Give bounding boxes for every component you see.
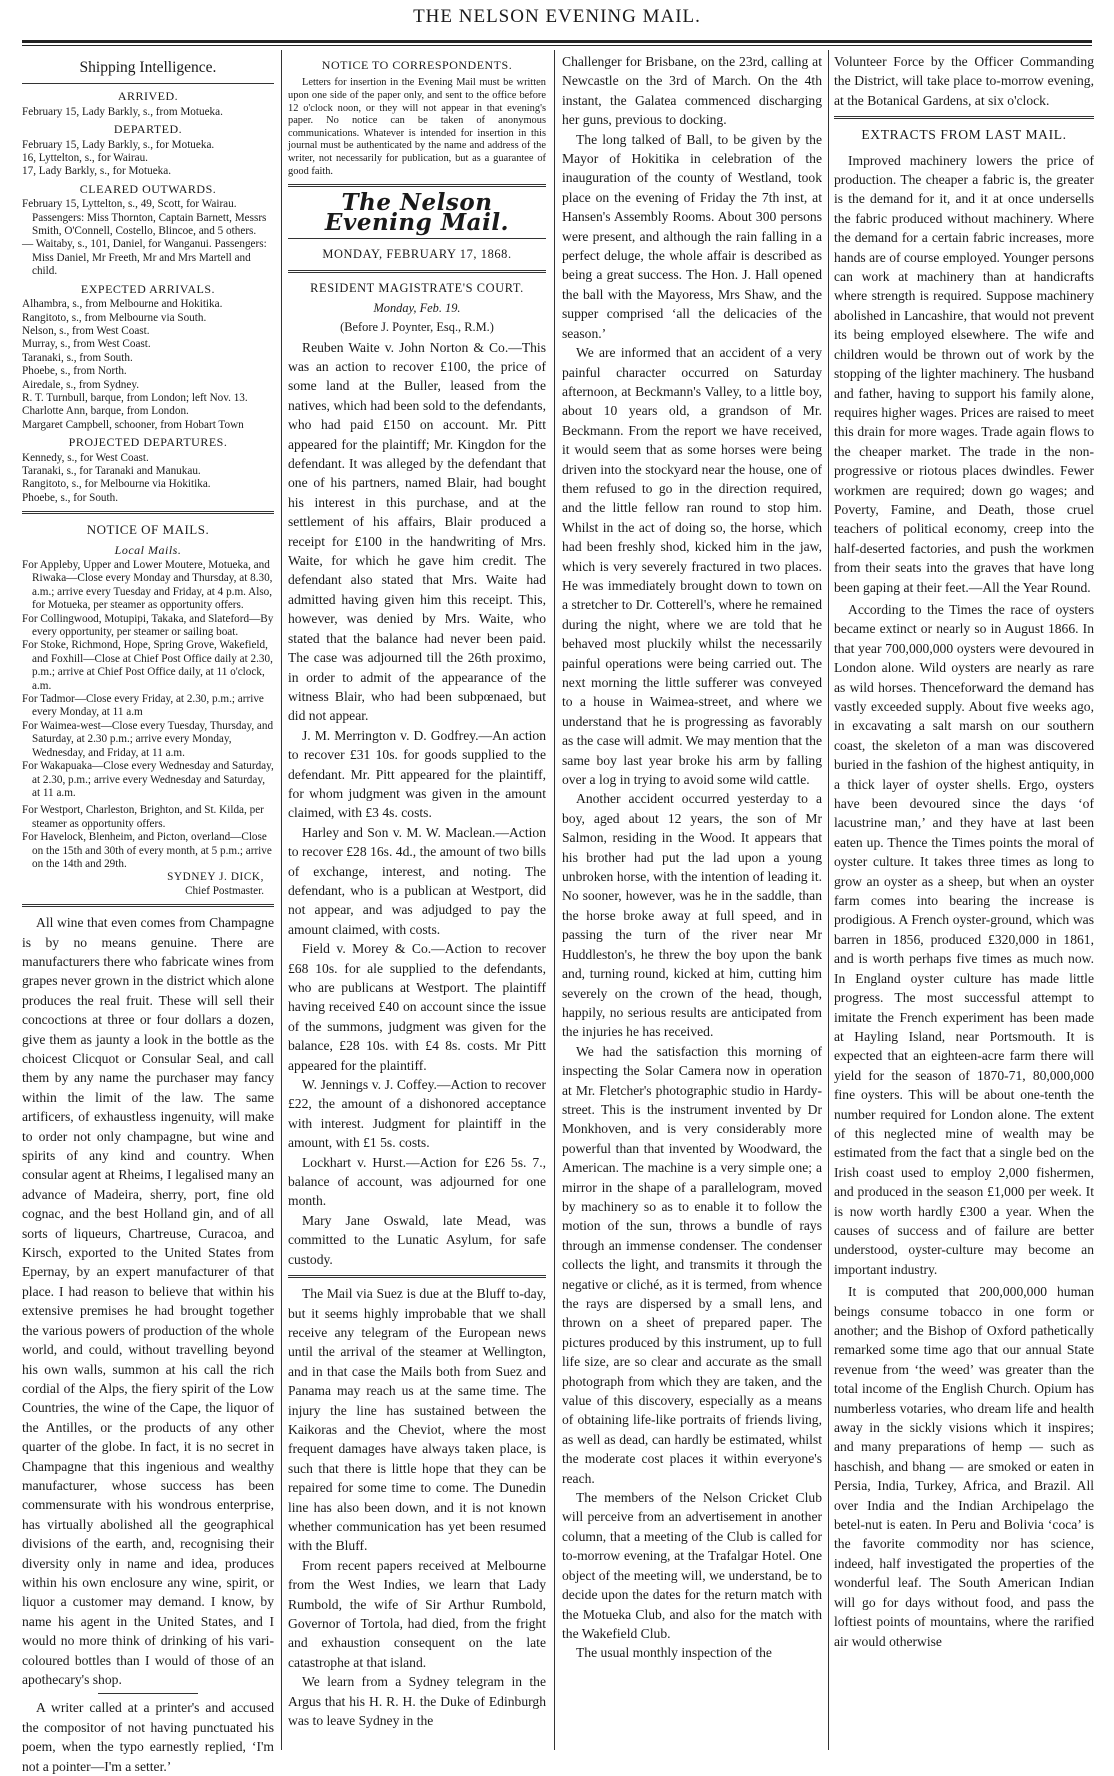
- court-case: Field v. Morey & Co.—Action to recover £68 10s. for ale supplied to the defendants, who are publicans at Westport. The plaintiff having received £40 on account since the issue of the summons, judgment was given for the balance, £28 10s. with £4 8s. costs. Mr Pitt appeared for the plaintiff.: [288, 941, 546, 1073]
- court-date: Monday, Feb. 19.: [373, 300, 461, 315]
- departed-heading: DEPARTED.: [113, 122, 183, 137]
- news-paragraph: The Mail via Suez is due at the Bluff to-day, but it seems highly improbable that we shall receive any telegram of the European news until the arrival of the steamer at Wellington, and in that case the Mails both from Suez and Panama may reach us at the same time. The injury the line has sustained between the Kaikoras and the Cheviot, where the most frequent damages have always taken place, is such that there is little hope that they can be repaired for some time to come. The Dunedin line has also been down, and it is not known whether communication has yet been resumed with the Bluff.: [288, 1286, 546, 1554]
- divider: [22, 511, 274, 514]
- projected-entry: Phoebe, s., for South.: [22, 491, 119, 504]
- mails-title: NOTICE OF MAILS.: [86, 522, 210, 538]
- arrived-entry: February 15, Lady Barkly, s., from Motueka.: [22, 105, 223, 118]
- cleared-entry: February 15, Lyttelton, s., 49, Scott, for Wairau. Passengers: Miss Thornton, Captain Barnett, Messrs Smith, O'Connell, Costello, Blincoe, and 5 others.: [22, 198, 267, 238]
- expected-entry: Murray, s., from West Coast.: [22, 338, 151, 351]
- court-case: Harley and Son v. M. W. Maclean.—Action to recover £28 16s. 4d., the amount of two bills of exchange, interest, and noting. The defendant, who is a publican at Westport, did not appear, and was adjudged to pay the amount claimed, with costs.: [288, 824, 546, 937]
- divider: [288, 270, 546, 273]
- court-case: Reuben Waite v. John Norton & Co.—This was an action to recover £100, the price of some land at the Buller, leased from the natives, which had been sold to the defendants, who had paid £150 on account. Mr. Pitt appeared for the plaintiff; Mr. Kingdon for the defendant. It was alleged by the defendant that one of his partners, named Blair, had bought his interest in this purchase, and at the settlement of his affairs, Blair produced a receipt for £100 in the handwriting of Mrs. Waite, for which he gave him credit. The defendant also stated that Mrs. Waite had admitted having given him this receipt. This, however, was denied by Mrs. Waite, who stated that the balance had never been paid. The case was adjourned till the 26th proximo, in order to admit of the appearance of the witness Blair, who had been subpœnaed, but did not appear.: [288, 339, 546, 724]
- masthead: THE NELSON EVENING MAIL.: [413, 6, 701, 27]
- divider: [22, 904, 274, 907]
- shipping-section: [22, 90, 274, 505]
- projected-entry: Taranaki, s., for Taranaki and Manukau.: [22, 464, 201, 477]
- expected-entry: Phoebe, s., from North.: [22, 365, 127, 378]
- shipping-title: Shipping Intelligence.: [79, 59, 217, 76]
- court-case: W. Jennings v. J. Coffey.—Action to recover £22, the amount of a dishonored acceptance with interest. Judgment for plaintiff in the amount, with £1 5s. costs.: [288, 1077, 546, 1151]
- news-paragraph: We learn from a Sydney telegram in the Argus that his H. R. H. the Duke of Edinburgh was to leave Sydney in the: [288, 1674, 546, 1729]
- projected-entry: Kennedy, s., for West Coast.: [22, 451, 149, 464]
- mail-entry: For Wakapuaka—Close every Wednesday and Saturday, at 2.30, p.m.; arrive every Wednesday and Saturday, at 11 a.m.: [22, 760, 274, 799]
- printer-anecdote: A writer called at a printer's and accused the compositor of not having punctuated his poem, when the typo earnestly replied, ‘I'm not a pointer—I'm a setter.’: [22, 1700, 274, 1774]
- mail-entry: For Waimea-west—Close every Tuesday, Thursday, and Saturday, at 2.30 p.m.; arrive every Monday, Wednesday, and Friday, at 11 a.m.: [22, 719, 274, 759]
- date-line: MONDAY, FEBRUARY 17, 1868.: [322, 246, 512, 261]
- mail-entry: For Collingwood, Motupipi, Takaka, and Slateford—By every opportunity, per steamer or sailing boat.: [22, 612, 274, 639]
- court-before: (Before J. Poynter, Esq., R.M.): [340, 320, 494, 335]
- extracts-title: EXTRACTS FROM LAST MAIL.: [861, 127, 1067, 143]
- mails-subtitle: Local Mails.: [114, 542, 182, 557]
- departed-entry: 16, Lyttelton, s., for Wairau.: [22, 152, 148, 165]
- divider: [834, 116, 1094, 119]
- divider: [288, 238, 546, 239]
- extract-paragraph: According to the Times the race of oysters became extinct or nearly so in August 1866. In that year 700,000,000 oysters were devoured in London alone. Wild oysters are nearly as rare as wild horses. Thenceforward the demand has vastly exceeded supply. About five weeks ago, in excavating a salt marsh on our southern coast, the skeleton of a man was discovered buried in the fashion of the highest antiquity, in a thick layer of oyster shells. Ergo, oysters have been devoured since the days ‘of lacustrine man,’ and they have at last been eaten up. Thence the Times points the moral of oyster culture. It takes three times as long to grow an oyster as a sheep, but when an oyster farm comes into bearing the increase is prodigious. A French oyster-ground, which was barren in 1856, produced £320,000 in 1861, and is worth perhaps five times as much now. In England oyster culture has made little progress. The most successful attempt to imitate the French experiment has been made at Hayling Island, near Portsmouth. It is expected that an eighteen-acre farm there will yield for the season of 1870-71, 80,000,000 fine oysters. This will be about one-tenth the number required for London alone. The extent of this neglected mine of wealth may be estimated from the fact that a single bed on the Irish coast used to employ 2,000 fishermen, and produced in the season £1,000 per week. It is now worth hardly £300 a year. When the causes of success and of failure are better understood, oyster-culture may become an important industry.: [834, 601, 1094, 1277]
- expected-entry: Airedale, s., from Sydney.: [22, 378, 140, 391]
- news-paragraph: The members of the Nelson Cricket Club will perceive from an advertisement in another column, that a meeting of the Club is called for to-morrow evening, at the Trafalgar Hotel. One object of the meeting will, we understand, be to decide upon the dates for the return match with the Motueka Club, and also for the match with the Wakefield Club.: [562, 1490, 822, 1641]
- expected-heading: EXPECTED ARRIVALS.: [80, 281, 216, 296]
- expected-entry: Rangitoto, s., from Melbourne via South.: [22, 311, 207, 324]
- mail-entry: For Stoke, Richmond, Hope, Spring Grove, Wakefield, and Foxhill—Close at Chief Post Office daily at 2.30, p.m.; arrive at Chief Post Office daily, at 11 o'clock, a.m.: [22, 639, 273, 692]
- column-4: [834, 52, 1094, 1752]
- postmaster-name: SYDNEY J. DICK,: [167, 871, 264, 884]
- mail-entry: For Westport, Charleston, Brighton, and St. Kilda, per steamer as opportunity offers.: [22, 804, 264, 830]
- mails-section: [22, 559, 274, 898]
- postmaster-title: Chief Postmaster.: [185, 884, 264, 897]
- cleared-entry: — Waitaby, s., 101, Daniel, for Wanganui. Passengers: Miss Daniel, Mr Freeth, Mr and Mrs Martell and child.: [22, 238, 267, 278]
- expected-entry: R. T. Turnbull, barque, from London; left Nov. 13.: [22, 391, 248, 404]
- notice-text: Letters for insertion in the Evening Mail must be written upon one side of the paper only, and sent to the office before 12 o'clock noon, or they will not appear in that evening's paper. No notice can be taken of anonymous communications. Whatever is intended for insertion in this journal must be authenticated by the name and address of the writer, not necessarily for publication, but as a guarantee of good faith.: [288, 77, 546, 177]
- expected-entry: Margaret Campbell, schooner, from Hobart Town: [22, 418, 244, 431]
- news-paragraph: Another accident occurred yesterday to a boy, aged about 12 years, the son of Mr Salmon, residing in the Wood. It appears that his brother had put the lad upon a young unbroken horse, with the intention of leading it. No sooner, however, was he in the saddle, than the horse broke away at full speed, and in passing the turn of the river near Mr Huddleston's, he threw the boy upon the bank and, turning round, kicked at him, cutting him severely on the crown of the head, though, happily, no serious results are anticipated from the injuries he has received.: [562, 791, 822, 1040]
- divider: [98, 1693, 199, 1694]
- projected-entry: Rangitoto, s., for Melbourne via Hokitika.: [22, 478, 211, 491]
- notice-title: NOTICE TO CORRESPONDENTS.: [321, 58, 513, 72]
- extract-paragraph: It is computed that 200,000,000 human beings consume tobacco in one form or another; and the Bishop of Oxford pathetically remarked some time ago that our annual State revenue from ‘the weed’ was greater than the total income of the English Church. Opium has numberless votaries, who dream life and health away in the sickly visions which it inspires; and many preparations of hemp — such as haschish, and bhang — are smoked or eaten in Persia, India, Turkey, Africa, and Brazil. All over India and the Indian Archipelago the betel-nut is eaten. In Peru and Bolivia ‘coca’ is the favorite commodity nor has science, indeed, half investigated the properties of the wonderful leaf. The South American Indian will go for days without food, and pass the loftiest points of mountains, where the rarified air would otherwise: [834, 1284, 1094, 1649]
- projected-heading: PROJECTED DEPARTURES.: [68, 435, 228, 450]
- paper-title: The Nelson Evening Mail.: [324, 189, 510, 236]
- news-paragraph: Challenger for Brisbane, on the 23rd, calling at Newcastle on the 3rd of March. On the 4th instant, the Galatea commenced discharging her guns, previous to docking.: [562, 54, 822, 128]
- column-divider: [554, 50, 555, 1750]
- departed-entry: 17, Lady Barkly, s., for Motueka.: [22, 165, 172, 178]
- expected-entry: Alhambra, s., from Melbourne and Hokitika.: [22, 298, 223, 311]
- mail-entry: For Tadmor—Close every Friday, at 2.30, p.m.; arrive every Monday, at 11 a.m: [22, 693, 264, 719]
- column-3: [562, 52, 822, 1752]
- column-1: [22, 52, 274, 1774]
- expected-entry: Taranaki, s., from South.: [22, 351, 133, 364]
- column-divider: [828, 50, 829, 1750]
- mail-entry: For Appleby, Upper and Lower Moutere, Motueka, and Riwaka—Close every Monday and Thursday, at 8.30, a.m.; arrive every Tuesday and Friday, at 4 p.m. Also, for Motueka, per steamer as opportunity offers.: [22, 559, 273, 612]
- column-divider: [281, 50, 282, 1750]
- departed-entry: February 15, Lady Barkly, s., for Motueka.: [22, 138, 215, 151]
- court-title: RESIDENT MAGISTRATE'S COURT.: [310, 281, 524, 296]
- cleared-heading: CLEARED OUTWARDS.: [79, 181, 217, 196]
- news-paragraph: The long talked of Ball, to be given by the Mayor of Hokitika in celebration of the inauguration of the county of Westland, took place on the evening of Friday the 7th inst, at Hansen's Assembly Rooms. About 300 persons were present, and although the rain falling in a perfect deluge, the whole affair is described as being a great success. The Hon. J. Hall opened the ball with the Mayoress, Mrs Shaw, and the supper comprised ‘all the delicacies of the season.’: [562, 131, 822, 341]
- divider: [22, 83, 274, 84]
- mail-entry: For Havelock, Blenheim, and Picton, overland—Close on the 15th and 30th of every month, at 5 p.m.; arrive on the 14th and 29th.: [22, 831, 272, 870]
- masthead-rule: [22, 40, 1092, 46]
- expected-entry: Nelson, s., from West Coast.: [22, 324, 150, 337]
- divider: [288, 1275, 546, 1278]
- volunteer-notice: Volunteer Force by the Officer Commanding the District, will take place to-morrow evening, at the Botanical Gardens, at six o'clock.: [834, 54, 1094, 108]
- news-paragraph: We had the satisfaction this morning of inspecting the Solar Camera now in operation at Mr. Fletcher's photographic studio in Hardy-street. This is the instrument invented by Dr Monkhoven, and is very considerably more powerful than that invented by Woodward, the American. The machine is a very simple one; a mirror in the shape of a parallelogram, moved by machinery so as to enable it to follow the motion of the sun, throws a bundle of rays through an immense condenser. The condenser collects the light, and transmits it through the negative or cliché, as it is termed, from whence the rays are dispersed by a small lens, and thrown on a sheet of prepared paper. The pictures produced by this instrument, up to full life size, are so clear and accurate as the small photograph from which they are taken, and the value of this discovery, especially as a means of obtaining life-like portraits of friends living, as well as dead, can hardly be estimated, whilst the moderate cost places it within everyone's reach.: [562, 1043, 822, 1486]
- extract-paragraph: Improved machinery lowers the price of production. The cheaper a fabric is, the greater is the demand for it, and it at once undersells the fabric produced without machinery. Where the demand for a certain fabric increases, more hands are of course employed. Younger persons can work at machinery than at handicrafts where strength is required. Suppose machinery abolished in Lancashire, that would not prevent its being employed elsewhere. The wife and children would be thrown out of work by the stopping of the lighter machinery. The husband and father, having to support his family alone, requires higher wages. Prices are raised to meet this drain for more wages. Trade again flows to the cheaper market. The trade in the non-progressive or riotous places dwindles. Fewer workmen are required; down go wages; and Poverty, Famine, and Death, those cruel teachers of political economy, creep into the half-deserted factories, and push the workmen from their seats into the graves that have long been gaping at their feet.—All the Year Round.: [834, 152, 1094, 595]
- news-paragraph: The usual monthly inspection of the: [576, 1645, 772, 1661]
- wine-article: All wine that even comes from Champagne is by no means genuine. There are manufacturers there who fabricate wines from grapes never grown in the district which alone produces the real fruit. These will sell their concoctions at three or four dollars a dozen, give them as jaunty a look in the bottle as the choicest Clicquot or Consular Seal, and call them by any name the purchaser may fancy within the limit of the law. The same artificers, of exhaustless ingenuity, will make to order not only champagne, but wine and spirits of any kind and country. When consular agent at Rheims, I legalised many an advance of Madeira, sherry, port, fine old cognac, and the best Holland gin, and of all sorts of liqueurs, Chartreuse, Curacoa, and Kirsch, exported to the United States from Epernay, by an expert manufacturer of that place. I had reason to believe that within his extensive premises he had brought together the various powers of production of the whole world, and could, without travelling beyond his own walls, summon at his call the rich cordial of the Alps, the fiery spirit of the Low Countries, the wine of the Cape, the liquor of the Antilles, or the products of any other quarter of the globe. In fact, it is no secret in Champagne that this ingenious and wealthy manufacturer, whose success has been commensurate with his wondrous enterprise, has virtually abolished all the geographical divisions of the earth, and, recognising their diversity only in name and idea, produces within his own enclosure any wine, spirit, or liquor a customer may demand. I know, by name his agent in the United States, and I would no more think of drinking of his vari-coloured bottles than I would of those of an apothecary's shop.: [22, 915, 274, 1687]
- news-paragraph: We are informed that an accident of a very painful character occurred on Saturday afternoon, at Beckmann's Valley, to a little boy, about 10 years old, a grandson of Mr. Beckmann. From the report we have received, it would seem that as some horses were being driven into the stockyard near the house, one of them refused to go in the direction required, and the little fellow ran round to stop him. Whilst in the act of doing so, the horse, which had been freshly shod, kicked him in the jaw, which is very severely fractured in two places. He was immediately brought down to town on a stretcher to Dr. Cotterell's, where he remained during the night, where we are told that he behaved most pluckily whilst the necessarily painful operations were being carried out. The next morning the little sufferer was conveyed to a house in Waimea-street, and where we understand that he is progressing as favorably as the case will admit. We may mention that the same boy last year broke his arm by falling over a log in trying to avoid some wild cattle.: [562, 345, 822, 788]
- court-case: Mary Jane Oswald, late Mead, was committed to the Lunatic Asylum, for safe custody.: [288, 1212, 546, 1267]
- arrived-heading: ARRIVED.: [117, 89, 179, 104]
- news-paragraph: From recent papers received at Melbourne from the West Indies, we learn that Lady Rumbold, the wife of Sir Arthur Rumbold, Governor of Tortola, had died, from the fright and exhaustion consequent on the late catastrophe at that island.: [288, 1557, 546, 1670]
- column-2: [288, 52, 546, 1752]
- expected-entry: Charlotte Ann, barque, from London.: [22, 405, 189, 418]
- court-case: J. M. Merrington v. D. Godfrey.—An action to recover £31 10s. for goods supplied to the defendant. Mr. Pitt appeared for the plaintiff, for whom judgment was given in the amount claimed, with £3 4s. costs.: [288, 727, 546, 821]
- divider: [288, 184, 546, 187]
- court-case: Lockhart v. Hurst.—Action for £26 5s. 7., balance of account, was adjourned for one month.: [288, 1154, 546, 1209]
